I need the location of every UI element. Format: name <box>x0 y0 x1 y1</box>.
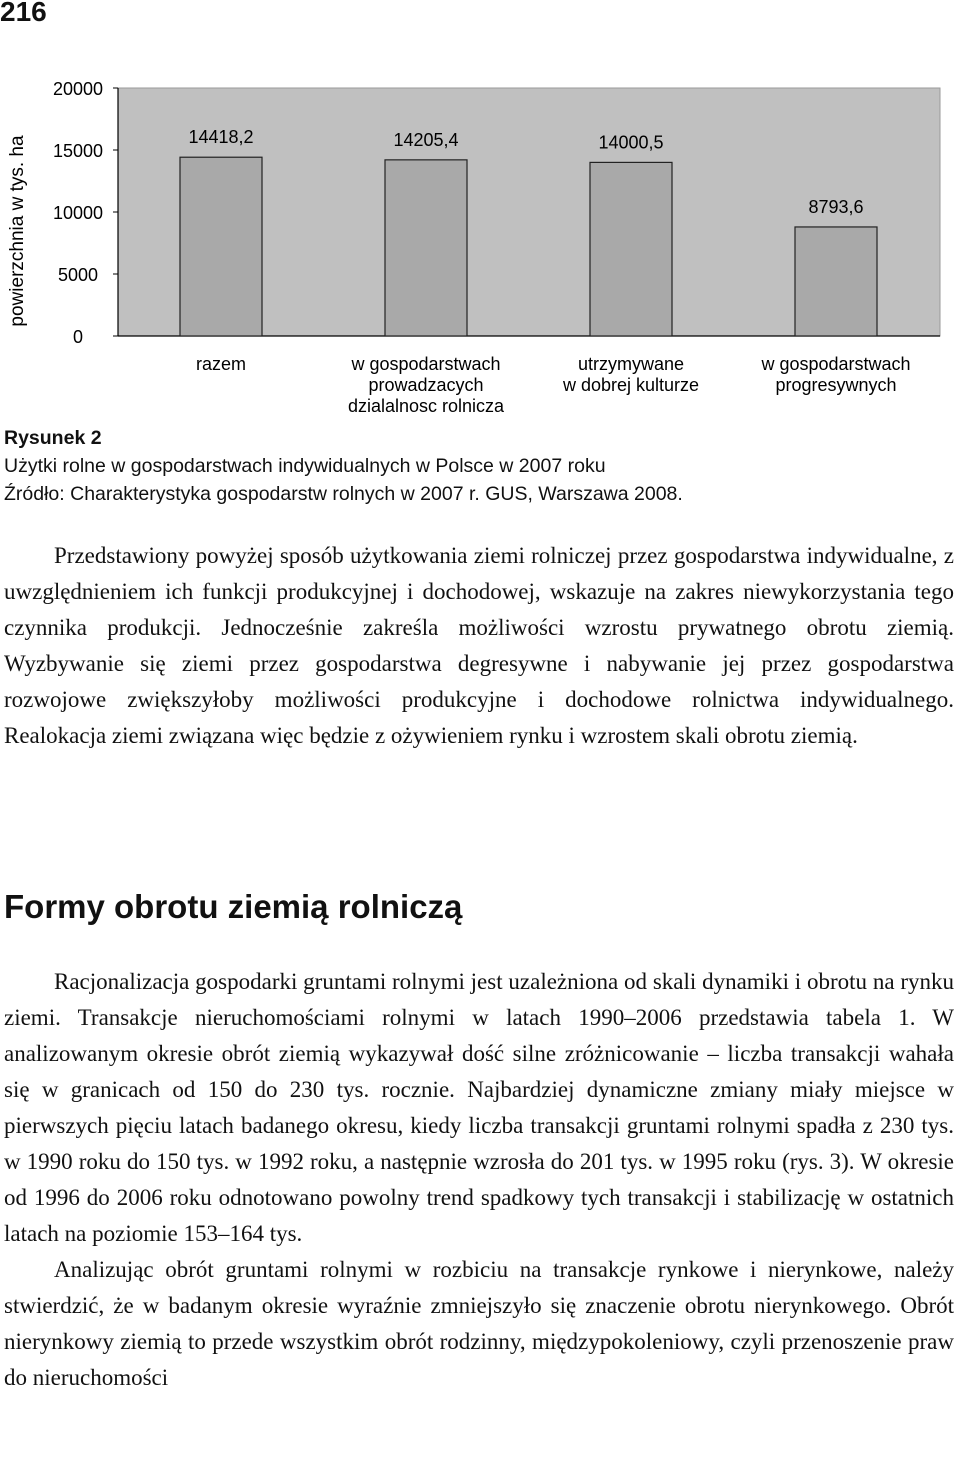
x-category-label <box>348 354 505 416</box>
figure-label: Rysunek 2 <box>4 427 102 449</box>
section-body <box>4 964 954 1396</box>
x-category-line: razem <box>195 354 247 374</box>
paragraph-text: Przedstawiony powyżej sposób użytkowania ziemi rolniczej przez gospodarstwa indywidualne, z uwzględnieniem ich funkcji produkcyjnej i dochodowej, wskazuje na zakres niewykorzystania tego czynnika produkcji. Jednocześnie zakreśla możliwości wzrostu prywatnego obrotu ziemią. Wyzbywanie się ziemi przez gospodarstwa degresywne i nabywanie jej przez gospodarstwa rozwojowe zwiększyłoby możliwości produkcyjne i dochodowe rolnictwa indywidualnego. Realokacja ziemi związana więc będzie z ożywieniem rynku i wzrostem skali obrotu ziemią. <box>4 543 954 748</box>
x-category-line: w dobrej kulturze <box>562 375 700 395</box>
x-category-line: w gospodarstwach <box>351 354 501 374</box>
bar <box>795 227 877 336</box>
y-tick-label: 5000 <box>57 265 99 285</box>
bar <box>385 160 467 336</box>
x-category-label <box>562 354 699 395</box>
bar-value-label: 14418,2 <box>188 127 254 148</box>
bar-value-label: 8793,6 <box>808 196 864 217</box>
x-category-line: progresywnych <box>775 375 897 395</box>
page-number: 216 <box>0 0 47 27</box>
x-category-line: prowadzacych <box>368 375 484 395</box>
figure-caption <box>4 424 683 508</box>
figure-title: Użytki rolne w gospodarstwach indywidualnych w Polsce w 2007 roku <box>4 455 606 477</box>
y-tick-label: 20000 <box>52 79 104 99</box>
x-category-line: dzialalnosc rolnicza <box>347 396 505 416</box>
x-category-label <box>196 354 246 374</box>
section-heading: Formy obrotu ziemią rolniczą <box>4 888 463 925</box>
y-tick-label: 10000 <box>52 203 104 223</box>
bar-chart <box>0 60 960 420</box>
paragraph-2: Racjonalizacja gospodarki gruntami rolnymi jest uzależniona od skali dynamiki i obrotu na rynku ziemi. Transakcje nieruchomościami rolnymi w latach 1990–2006 przedstawia tabela 1. W analizowanym okresie obrót ziemią wykazywał dość silne zróżnicowanie – liczba transakcji wahała się w granicach od 150 do 230 tys. rocznie. Najbardziej dynamiczne zmiany miały miejsce w pierwszych pięciu latach badanego okresu, kiedy liczba transakcji gruntami rolnymi spadła z 230 tys. w 1990 roku do 150 tys. w 1992 roku, a następnie wzrosła do 201 tys. w 1995 roku (rys. 3). W okresie od 1996 do 2006 roku odnotowano powolny trend spadkowy tych transakcji i stabilizację w ostatnich latach na poziomie 153–164 tys. <box>4 969 954 1246</box>
y-tick-label: 15000 <box>52 141 104 161</box>
bar <box>180 157 262 336</box>
y-axis-label: powierzchnia w tys. ha <box>7 135 28 327</box>
paragraph-1 <box>4 538 954 754</box>
bar-value-label: 14205,4 <box>393 129 459 150</box>
bar-value-label: 14000,5 <box>598 132 664 153</box>
x-category-line: w gospodarstwach <box>761 354 911 374</box>
y-tick-label: 0 <box>72 327 84 347</box>
bar <box>590 162 672 336</box>
x-category-label <box>760 354 910 395</box>
paragraph-3: Analizując obrót gruntami rolnymi w rozbiciu na transakcje rynkowe i nierynkowe, należy stwierdzić, że w badanym okresie wyraźnie zmniejszyło się znaczenie obrotu nierynkowego. Obrót nierynkowy ziemią to przede wszystkim obrót rodzinny, międzypokoleniowy, czyli przenoszenie praw do nieruchomości <box>4 1257 954 1390</box>
figure-source: Źródło: Charakterystyka gospodarstw rolnych w 2007 r. GUS, Warszawa 2008. <box>4 483 683 505</box>
x-category-line: utrzymywane <box>577 354 685 374</box>
